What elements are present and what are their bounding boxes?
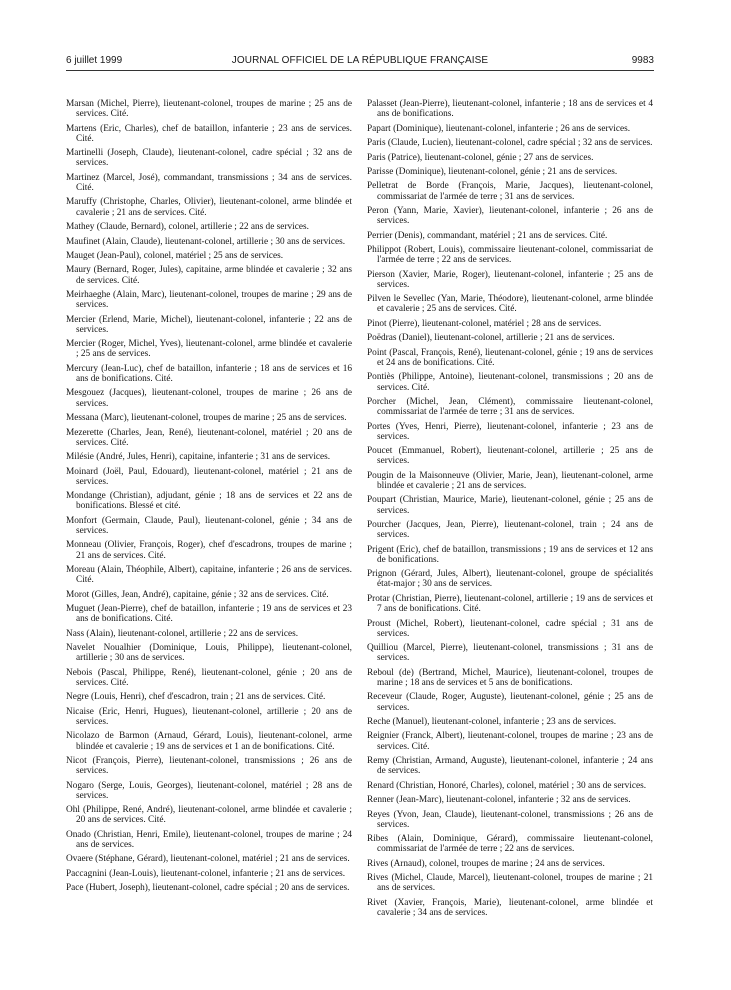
citation-entry: Renner (Jean-Marc), lieutenant-colonel, infanterie ; 32 ans de services. <box>367 795 631 806</box>
citation-entry: Marsan (Michel, Pierre), lieutenant-colonel, troupes de marine ; 25 ans de services. Cité. <box>66 99 352 120</box>
citation-entry: Receveur (Claude, Roger, Auguste), lieutenant-colonel, génie ; 25 ans de services. <box>367 692 653 713</box>
header-title: JOURNAL OFFICIEL DE LA RÉPUBLIQUE FRANÇAISE <box>231 55 489 66</box>
citation-entry: Peron (Yann, Marie, Xavier), lieutenant-colonel, infanterie ; 26 ans de services. <box>367 206 653 227</box>
citation-entry: Mezerette (Charles, Jean, René), lieutenant-colonel, matériel ; 20 ans de services. Cité. <box>66 427 352 448</box>
citation-entry: Pontiès (Philippe, Antoine), lieutenant-colonel, transmissions ; 20 ans de services. Cité. <box>367 372 653 393</box>
citation-entry: Moreau (Alain, Théophile, Albert), capitaine, infanterie ; 26 ans de services. Cité. <box>66 565 352 586</box>
citation-entry: Mesgouez (Jacques), lieutenant-colonel, troupes de marine ; 26 ans de services. <box>66 388 352 409</box>
citation-entry: Martinez (Marcel, José), commandant, transmissions ; 34 ans de services. Cité. <box>66 172 352 193</box>
citation-entry: Monfort (Germain, Claude, Paul), lieutenant-colonel, génie ; 34 ans de services. <box>66 515 352 536</box>
right-column <box>367 99 653 922</box>
citation-entry: Prigent (Eric), chef de bataillon, transmissions ; 19 ans de services et 12 ans de bonifications. <box>367 544 653 565</box>
citation-entry: Nicaise (Eric, Henri, Hugues), lieutenant-colonel, artillerie ; 20 ans de services. <box>66 706 352 727</box>
citation-entry: Muguet (Jean-Pierre), chef de bataillon, infanterie ; 19 ans de services et 23 ans de bonifications. Cité. <box>66 604 352 625</box>
citation-entry: Maruffy (Christophe, Charles, Olivier), lieutenant-colonel, arme blindée et cavalerie ; 21 ans de services. Cité. <box>66 197 352 218</box>
citation-entry: Paccagnini (Jean-Louis), lieutenant-colonel, infanterie ; 21 ans de services. <box>66 868 346 879</box>
citation-entry: Perrier (Denis), commandant, matériel ; 21 ans de services. Cité. <box>367 230 608 241</box>
citation-entry: Rives (Arnaud), colonel, troupes de marine ; 24 ans de services. <box>367 858 605 869</box>
header-page-number: 9983 <box>631 55 654 66</box>
citation-entry: Proust (Michel, Robert), lieutenant-colonel, cadre spécial ; 31 ans de services. <box>367 618 653 639</box>
citation-entry: Nass (Alain), lieutenant-colonel, artillerie ; 22 ans de services. <box>66 628 299 639</box>
citation-entry: Mercury (Jean-Luc), chef de bataillon, infanterie ; 18 ans de services et 16 ans de bonifications. Cité. <box>66 363 352 384</box>
citation-entry: Paris (Patrice), lieutenant-colonel, génie ; 27 ans de services. <box>367 152 594 163</box>
citation-entry: Remy (Christian, Armand, Auguste), lieutenant-colonel, infanterie ; 24 ans de services. <box>367 756 653 777</box>
citation-entry: Mauget (Jean-Paul), colonel, matériel ; 25 ans de services. <box>66 250 284 261</box>
citation-entry: Reyes (Yvon, Jean, Claude), lieutenant-colonel, transmissions ; 26 ans de services. <box>367 809 653 830</box>
citation-entry: Nicolazo de Barmon (Arnaud, Gérard, Louis), lieutenant-colonel, arme blindée et cavalerie ; 19 ans de services et 1 an de bonifications. Cité. <box>66 731 352 752</box>
citation-entry: Palasset (Jean-Pierre), lieutenant-colonel, infanterie ; 18 ans de services et 4 ans de bonifications. <box>367 99 653 120</box>
citation-entry: Reche (Manuel), lieutenant-colonel, infanterie ; 23 ans de services. <box>367 716 617 727</box>
citation-entry: Moinard (Joël, Paul, Edouard), lieutenant-colonel, matériel ; 21 ans de services. <box>66 466 352 487</box>
citation-entry: Navelet Noualhier (Dominique, Louis, Philippe), lieutenant-colonel, artillerie ; 30 ans de services. <box>66 643 352 664</box>
citation-entry: Renard (Christian, Honoré, Charles), colonel, matériel ; 30 ans de services. <box>367 780 647 791</box>
citation-entry: Pace (Hubert, Joseph), lieutenant-colonel, cadre spécial ; 20 ans de services. <box>66 883 350 894</box>
citation-entry: Mondange (Christian), adjudant, génie ; 18 ans de services et 22 ans de bonifications. Blessé et cité. <box>66 491 352 512</box>
header-rule <box>66 70 654 71</box>
citation-entry: Ribes (Alain, Dominique, Gérard), commissaire lieutenant-colonel, commissariat de l'armée de terre ; 22 ans de services. <box>367 834 653 855</box>
citation-entry: Poëdras (Daniel), lieutenant-colonel, artillerie ; 21 ans de services. <box>367 333 615 344</box>
citation-entry: Portes (Yves, Henri, Pierre), lieutenant-colonel, infanterie ; 23 ans de services. <box>367 421 653 442</box>
citation-entry: Mercier (Erlend, Marie, Michel), lieutenant-colonel, infanterie ; 22 ans de services. <box>66 314 352 335</box>
left-column <box>66 99 352 898</box>
citation-entry: Pinot (Pierre), lieutenant-colonel, matériel ; 28 ans de services. <box>367 318 602 329</box>
citation-entry: Martinelli (Joseph, Claude), lieutenant-colonel, cadre spécial ; 32 ans de services. <box>66 148 352 169</box>
citation-entry: Mathey (Claude, Bernard), colonel, artillerie ; 22 ans de services. <box>66 222 309 233</box>
citation-entry: Pougin de la Maisonneuve (Olivier, Marie, Jean), lieutenant-colonel, arme blindée et cavalerie ; 21 ans de services. <box>367 470 653 492</box>
citation-entry: Negre (Louis, Henri), chef d'escadron, train ; 21 ans de services. Cité. <box>66 692 326 703</box>
citation-entry: Prignon (Gérard, Jules, Albert), lieutenant-colonel, groupe de spécialités état-major ; 30 ans de services. <box>367 569 653 590</box>
citation-entry: Morot (Gilles, Jean, André), capitaine, génie ; 32 ans de services. Cité. <box>66 589 329 600</box>
citation-entry: Poupart (Christian, Maurice, Marie), lieutenant-colonel, génie ; 25 ans de services. <box>367 495 653 516</box>
citation-entry: Philippot (Robert, Louis), commissaire lieutenant-colonel, commissariat de l'armée de terre ; 22 ans de services. <box>367 245 653 266</box>
citation-entry: Milésie (André, Jules, Henri), capitaine, infanterie ; 31 ans de services. <box>66 452 331 463</box>
citation-entry: Pourcher (Jacques, Jean, Pierre), lieutenant-colonel, train ; 24 ans de services. <box>367 520 653 541</box>
citation-entry: Rivet (Xavier, François, Marie), lieutenant-colonel, arme blindée et cavalerie ; 34 ans de services. <box>367 897 653 918</box>
citation-entry: Onado (Christian, Henri, Emile), lieutenant-colonel, troupes de marine ; 24 ans de services. <box>66 829 352 851</box>
citation-entry: Pelletrat de Borde (François, Marie, Jacques), lieutenant-colonel, commissariat de l'armée de terre ; 31 ans de services. <box>367 181 653 202</box>
citation-entry: Martens (Eric, Charles), chef de bataillon, infanterie ; 23 ans de services. Cité. <box>66 123 352 144</box>
citation-entry: Paris (Claude, Lucien), lieutenant-colonel, cadre spécial ; 32 ans de services. <box>367 138 653 149</box>
citation-entry: Reignier (Franck, Albert), lieutenant-colonel, troupes de marine ; 23 ans de services. Cité. <box>367 731 653 752</box>
citation-entry: Maufinet (Alain, Claude), lieutenant-colonel, artillerie ; 30 ans de services. <box>66 236 346 247</box>
citation-entry: Ohl (Philippe, René, André), lieutenant-colonel, arme blindée et cavalerie ; 20 ans de services. Cité. <box>66 805 352 826</box>
citation-entry: Parisse (Dominique), lieutenant-colonel, génie ; 21 ans de services. <box>367 166 618 177</box>
citation-entry: Monneau (Olivier, François, Roger), chef d'escadrons, troupes de marine ; 21 ans de services. Cité. <box>66 540 352 561</box>
citation-entry: Pilven le Sevellec (Yan, Marie, Théodore), lieutenant-colonel, arme blindée et cavalerie ; 25 ans de services. Cité. <box>367 294 653 315</box>
citation-entry: Protar (Christian, Pierre), lieutenant-colonel, artillerie ; 19 ans de services et 7 ans de bonifications. Cité. <box>367 593 653 615</box>
citation-entry: Meirhaeghe (Alain, Marc), lieutenant-colonel, troupes de marine ; 29 ans de services. <box>66 290 352 311</box>
citation-entry: Quilliou (Marcel, Pierre), lieutenant-colonel, transmissions ; 31 ans de services. <box>367 643 653 664</box>
citation-entry: Nebois (Pascal, Philippe, René), lieutenant-colonel, génie ; 20 ans de services. Cité. <box>66 667 352 688</box>
citation-entry: Pierson (Xavier, Marie, Roger), lieutenant-colonel, infanterie ; 25 ans de services. <box>367 269 653 290</box>
citation-entry: Papart (Dominique), lieutenant-colonel, infanterie ; 26 ans de services. <box>367 123 631 134</box>
citation-entry: Reboul (de) (Bertrand, Michel, Maurice), lieutenant-colonel, troupes de marine ; 18 ans de services et 5 ans de bonifications. <box>367 667 653 688</box>
citation-entry: Ovaere (Stéphane, Gérard), lieutenant-colonel, matériel ; 21 ans de services. <box>66 854 350 865</box>
citation-entry: Poucet (Emmanuel, Robert), lieutenant-colonel, artillerie ; 25 ans de services. <box>367 446 653 467</box>
citation-entry: Maury (Bernard, Roger, Jules), capitaine, arme blindée et cavalerie ; 32 ans de services. Cité. <box>66 265 352 286</box>
citation-entry: Nicot (François, Pierre), lieutenant-colonel, transmissions ; 26 ans de services. <box>66 756 352 777</box>
header-date: 6 juillet 1999 <box>66 55 123 66</box>
page-header <box>66 54 654 68</box>
citation-entry: Porcher (Michel, Jean, Clément), commissaire lieutenant-colonel, commissariat de l'armée de terre ; 31 ans de services. <box>367 397 653 418</box>
citation-entry: Messana (Marc), lieutenant-colonel, troupes de marine ; 25 ans de services. <box>66 413 347 424</box>
citation-entry: Mercier (Roger, Michel, Yves), lieutenant-colonel, arme blindée et cavalerie ; 25 ans de services. <box>66 339 352 360</box>
citation-entry: Nogaro (Serge, Louis, Georges), lieutenant-colonel, matériel ; 28 ans de services. <box>66 780 352 801</box>
citation-entry: Rives (Michel, Claude, Marcel), lieutenant-colonel, troupes de marine ; 21 ans de services. <box>367 873 653 894</box>
citation-entry: Point (Pascal, François, René), lieutenant-colonel, génie ; 19 ans de services et 24 ans de bonifications. Cité. <box>367 347 653 368</box>
